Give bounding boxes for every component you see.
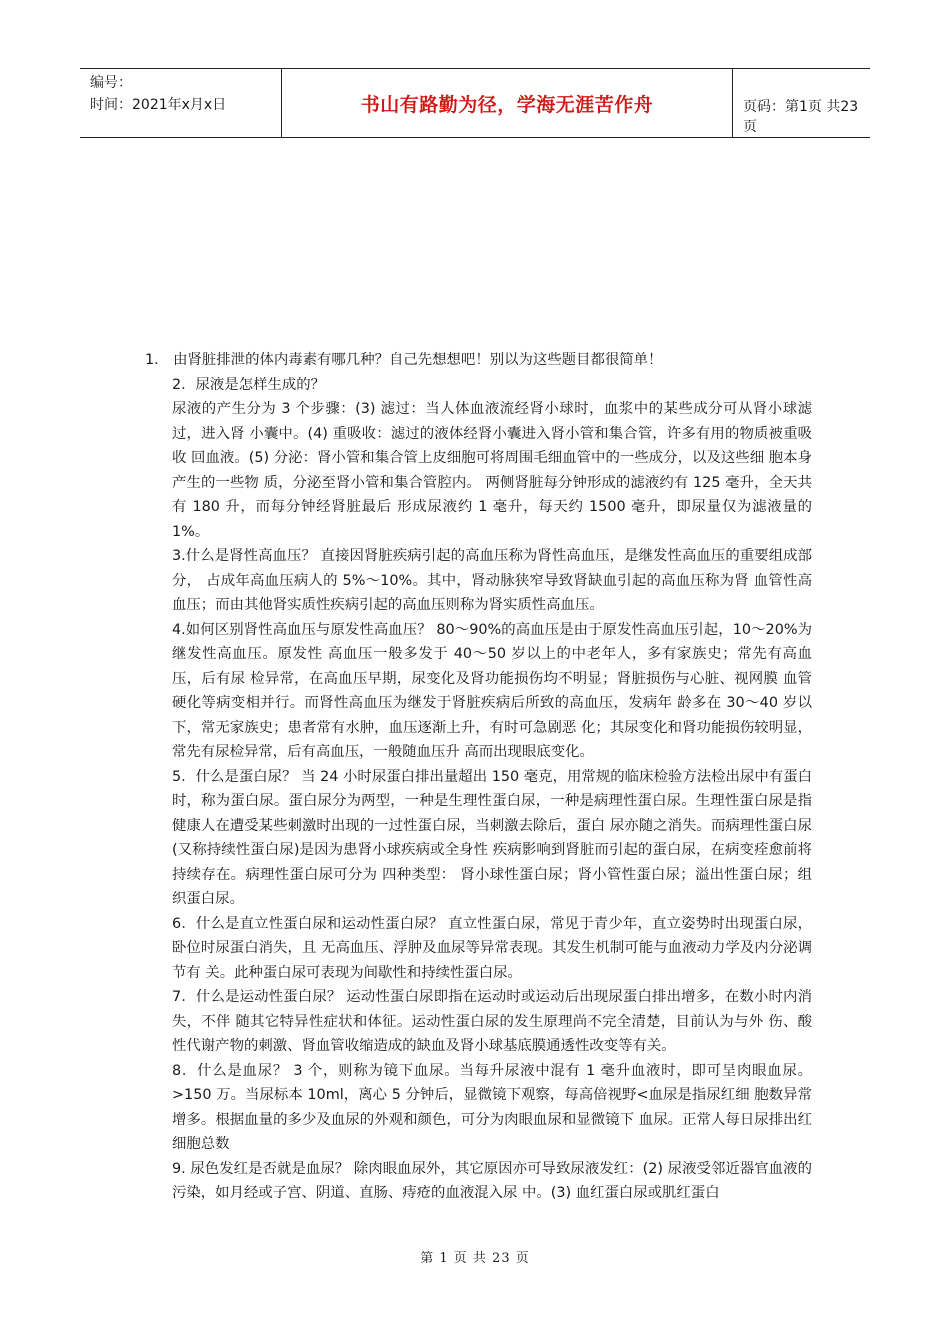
paragraph-q2-answer: 尿液的产生分为 3 个步骤：(3) 滤过：当人体血液流经肾小球时，血浆中的某些成分可从肾小球滤过，进入肾 小囊中。(4) 重吸收：滤过的液体经肾小囊进入肾小管和集合管，许多有用的物质被重吸收 回血液。(5) 分泌：肾小管和集合管上皮细胞可将周围毛细血管中的一些成分，以及这些细 胞本身产生的一些物 质，分泌至肾小管和集合管腔内。 两侧肾脏每分钟形成的滤液约有 125 毫升，全天共有 180 升，而每分钟经肾脏最后 形成尿液约 1 毫升，每天约 1500 毫升，即尿量仅为滤液量的 1%。 [172, 401, 812, 540]
document-body [145, 348, 812, 1206]
document-number-label: 编号： [90, 75, 132, 91]
document-date: 时间：2021年x月x日 [90, 97, 227, 113]
paragraph-q8: 8．什么是血尿？ 3 个，则称为镜下血尿。当每升尿液中混有 1 毫升血液时，即可呈肉眼血尿。>150 万。当尿标本 10ml，离心 5 分钟后，显微镜下观察，每高倍视野<血尿是指尿红细 胞数异常增多。根据血量的多少及血尿的外观和颜色，可分为肉眼血尿和显微镜下 血尿。正常人每日尿排出红细胞总数 [172, 1062, 812, 1152]
paragraph-q3: 3.什么是肾性高血压？ 直接因肾脏疾病引起的高血压称为肾性高血压，是继发性高血压的重要组成部分， 占成年高血压病人的 5%～10%。其中，肾动脉狭窄导致肾缺血引起的高血压称为肾 血管性高血压；而由其他肾实质性疾病引起的高血压则称为肾实质性高血压。 [172, 548, 812, 613]
paragraph-q1: 1． 由肾脏排泄的体内毒素有哪几种？自己先想想吧！别以为这些题目都很简单！ [145, 352, 663, 368]
page-info-text: 页码：第1页 共23页 [743, 99, 859, 135]
header-motto-cell [282, 69, 733, 137]
paragraph-q5: 5．什么是蛋白尿？ 当 24 小时尿蛋白排出量超出 150 毫克，用常规的临床检验方法检出尿中有蛋白时，称为蛋白尿。蛋白尿分为两型，一种是生理性蛋白尿，一种是病理性蛋白尿。生理性蛋白尿是指健康人在遭受某些刺激时出现的一过性蛋白尿，当刺激去除后，蛋白 尿亦随之消失。而病理性蛋白尿(又称持续性蛋白尿)是因为患肾小球疾病或全身性 疾病影响到肾脏而引起的蛋白尿，在病变痊愈前将持续存在。病理性蛋白尿可分为 四种类型： 肾小球性蛋白尿；肾小管性蛋白尿；溢出性蛋白尿；组织蛋白尿。 [172, 768, 812, 907]
paragraph-q7: 7．什么是运动性蛋白尿？ 运动性蛋白尿即指在运动时或运动后出现尿蛋白排出增多，在数小时内消失，不伴 随其它特异性症状和体征。运动性蛋白尿的发生原理尚不完全清楚，目前认为与外 伤、酸性代谢产物的刺激、肾血管收缩造成的缺血及肾小球基底膜通透性改变等有关。 [172, 989, 812, 1054]
paragraph-q2-heading: 2．尿液是怎样生成的？ [172, 376, 326, 393]
paragraph-q9: 9. 尿色发红是否就是血尿？ 除肉眼血尿外，其它原因亦可导致尿液发红：(2) 尿液受邻近器官血液的污染，如月经或子宫、阴道、直肠、痔疮的血液混入尿 中。(3) 血红蛋白尿或肌红蛋白 [172, 1160, 812, 1201]
paragraph-q4: 4.如何区别肾性高血压与原发性高血压？ 80～90%的高血压是由于原发性高血压引起，10～20%为继发性高血压。原发性 高血压一般多发于 40～50 岁以上的中老年人，多有家族史；常先有高血压，后有尿 检异常，在高血压早期，尿变化及肾功能损伤均不明显；肾脏损伤与心脏、视网膜 血管硬化等病变相并行。而肾性高血压为继发于肾脏疾病后所致的高血压，发病年 龄多在 30～40 岁以下，常无家族史；患者常有水肿，血压逐渐上升，有时可急剧恶 化；其尿变化和肾功能损伤较明显，常先有尿检异常，后有高血压，一般随血压升 高而出现眼底变化。 [172, 621, 812, 760]
page-footer: 第 1 页 共 23 页 [420, 1251, 530, 1266]
header-meta [80, 69, 282, 137]
header-page-info [733, 69, 870, 137]
motto-text: 书山有路勤为径，学海无涯苦作舟 [360, 93, 654, 116]
paragraph-q6: 6．什么是直立性蛋白尿和运动性蛋白尿？ 直立性蛋白尿，常见于青少年，直立姿势时出现蛋白尿，卧位时尿蛋白消失，且 无高血压、浮肿及血尿等异常表现。其发生机制可能与血液动力学及内分泌调节有 关。此种蛋白尿可表现为间歇性和持续性蛋白尿。 [172, 915, 812, 981]
page-header [80, 68, 870, 138]
